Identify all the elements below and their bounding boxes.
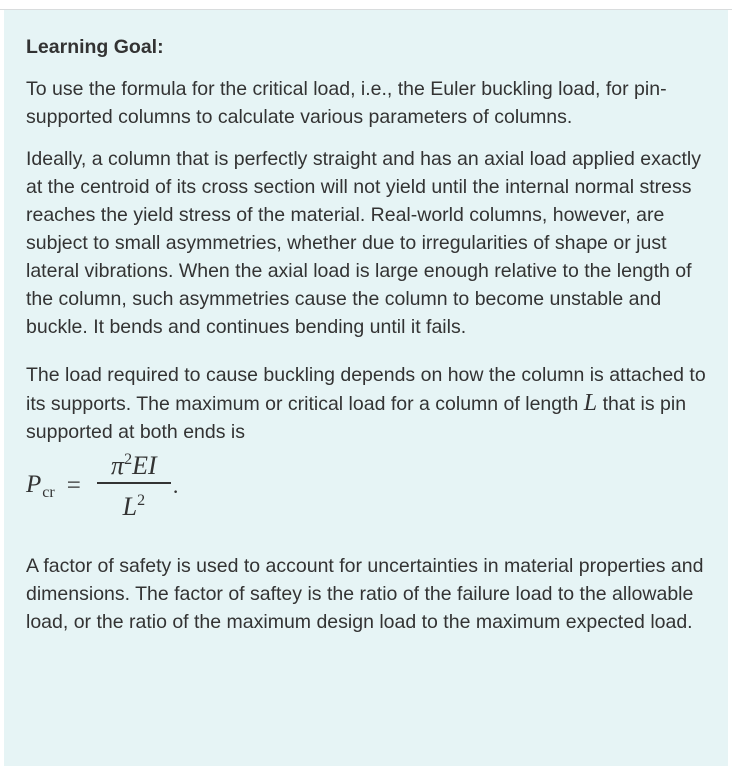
formula-ei: EI — [132, 451, 157, 481]
formula-pi-exponent: 2 — [124, 451, 133, 469]
learning-goal-heading: Learning Goal: — [26, 36, 164, 58]
euler-formula — [26, 446, 728, 522]
formula-subscript: cr — [42, 483, 55, 501]
formula-equals: = — [66, 472, 81, 499]
formula-l-exponent: 2 — [137, 491, 146, 509]
goal-paragraph: To use the formula for the critical load, i.e., the Euler buckling load, for pin-supported columns to calculate various parameters of columns. — [26, 78, 667, 128]
formula-period: . — [172, 473, 179, 498]
factor-of-safety-paragraph: A factor of safety is used to account for uncertainties in material properties and dimensions. The factor of saftey is the ratio of the failure load to the allowable load, or the ratio of the maximum design load to the maximum expected load. — [26, 555, 704, 633]
formula-l: L — [122, 491, 138, 521]
formula-lhs — [26, 472, 55, 501]
critical-load-text-end: that is pin supported at both ends is — [26, 393, 687, 443]
critical-load-paragraph — [26, 361, 716, 446]
formula-fraction — [97, 444, 171, 524]
formula-p: P — [26, 470, 42, 498]
learning-goal-panel — [4, 10, 728, 766]
buckling-intro-paragraph: Ideally, a column that is perfectly straight and has an axial load applied exactly at the centroid of its cross section will not yield until the internal normal stress reaches the yield stress of the material. Real-world columns, however, are subject to small asymmetries, whether due to irregularities of shape or just lateral vibrations. When the axial load is large enough relative to the length of the column, such asymmetries cause the column to become unstable and buckle. It bends and continues bending until it fails. — [26, 148, 701, 338]
formula-pi: π — [111, 451, 125, 481]
length-variable: L — [583, 390, 598, 416]
critical-load-text-start: The load required to cause buckling depends on how the column is attached to its supports. The maximum or critical load for a column of length — [26, 364, 706, 415]
formula-denominator — [123, 484, 145, 524]
formula-numerator — [109, 444, 159, 482]
